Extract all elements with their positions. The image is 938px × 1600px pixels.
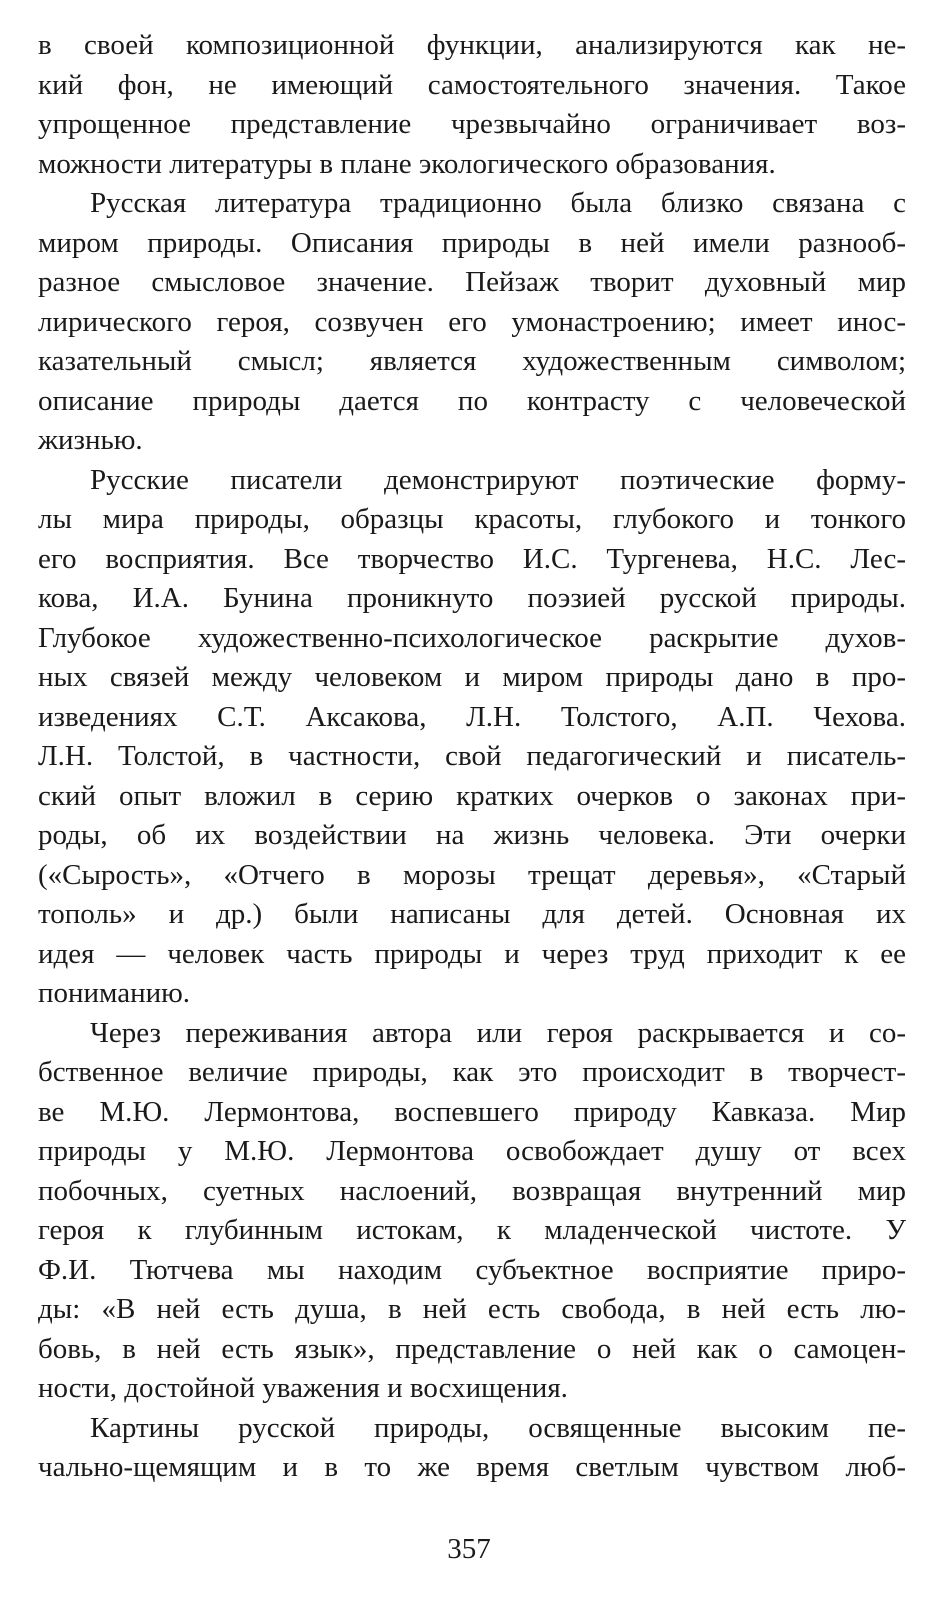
text-line: кова, И.А. Бунина проникнуто поэзией русской природы. xyxy=(38,582,906,614)
text-line: побочных, суетных наслоений, возвращая внутренний мир xyxy=(38,1174,906,1207)
text-line: ве М.Ю. Лермонтова, воспевшего природу Кавказа. Мир xyxy=(38,1095,906,1128)
text-line: лирического героя, созвучен его умонастроению; имеет инос- xyxy=(38,305,906,338)
text-line: идея — человек часть природы и через труд приходит к ее xyxy=(38,937,906,970)
page-body-text xyxy=(38,26,906,1488)
paragraph xyxy=(38,184,906,461)
text-line: бовь, в ней есть язык», представление о ней как о самоцен- xyxy=(38,1332,906,1365)
text-line: пониманию. xyxy=(38,977,191,1009)
text-line: ности, достойной уважения и восхищения. xyxy=(38,1372,568,1404)
text-line: роды, об их воздействии на жизнь человека. Эти очерки xyxy=(38,819,906,851)
text-line: миром природы. Описания природы в ней имели разнооб- xyxy=(38,226,906,259)
paragraph xyxy=(38,1409,906,1488)
text-line: его восприятия. Все творчество И.С. Тургенева, Н.С. Лес- xyxy=(38,542,906,575)
page-number: 357 xyxy=(447,1533,491,1565)
text-line: ский опыт вложил в серию кратких очерков о законах при- xyxy=(38,779,906,812)
text-line: ных связей между человеком и миром природы дано в про- xyxy=(38,661,906,693)
text-line: упрощенное представление чрезвычайно ограничивает воз- xyxy=(38,108,906,140)
text-line: можности литературы в плане экологического образования. xyxy=(38,147,776,180)
text-line: в своей композиционной функции, анализируются как не- xyxy=(38,29,906,61)
text-line: Русская литература традиционно была близко связана с xyxy=(90,187,906,219)
paragraph xyxy=(38,26,906,184)
text-line: героя к глубинным истокам, к младенческой чистоте. У xyxy=(38,1214,906,1246)
text-line: тополь» и др.) были написаны для детей. Основная их xyxy=(38,898,906,930)
text-line: изведениях С.Т. Аксакова, Л.Н. Толстого, А.П. Чехова. xyxy=(38,700,906,733)
text-line: чально-щемящим и в то же время светлым чувством люб- xyxy=(38,1451,906,1483)
text-line: бственное величие природы, как это происходит в творчест- xyxy=(38,1056,906,1088)
paragraph xyxy=(38,1014,906,1409)
text-line: ды: «В ней есть душа, в ней есть свобода, в ней есть лю- xyxy=(38,1293,906,1325)
text-line: Русские писатели демонстрируют поэтические форму- xyxy=(90,463,906,496)
text-line: Л.Н. Толстой, в частности, свой педагогический и писатель- xyxy=(38,740,906,772)
text-line: описание природы дается по контрасту с человеческой xyxy=(38,384,906,417)
text-line: Глубокое художественно-психологическое раскрытие духов- xyxy=(38,621,906,654)
text-line: Картины русской природы, освященные высоким пе- xyxy=(90,1411,906,1444)
text-line: Ф.И. Тютчева мы находим субъектное восприятие приро- xyxy=(38,1253,906,1286)
text-line: («Сырость», «Отчего в морозы трещат деревья», «Старый xyxy=(38,858,906,891)
text-line: природы у М.Ю. Лермонтова освобождает душу от всех xyxy=(38,1135,906,1167)
paragraph xyxy=(38,461,906,1014)
text-line: кий фон, не имеющий самостоятельного значения. Такое xyxy=(38,68,906,101)
text-line: Через переживания автора или героя раскрывается и со- xyxy=(90,1016,906,1049)
text-line: лы мира природы, образцы красоты, глубокого и тонкого xyxy=(38,503,906,535)
text-line: казательный смысл; является художественным символом; xyxy=(38,345,906,377)
text-line: разное смысловое значение. Пейзаж творит духовный мир xyxy=(38,266,906,298)
text-line: жизнью. xyxy=(38,424,143,456)
